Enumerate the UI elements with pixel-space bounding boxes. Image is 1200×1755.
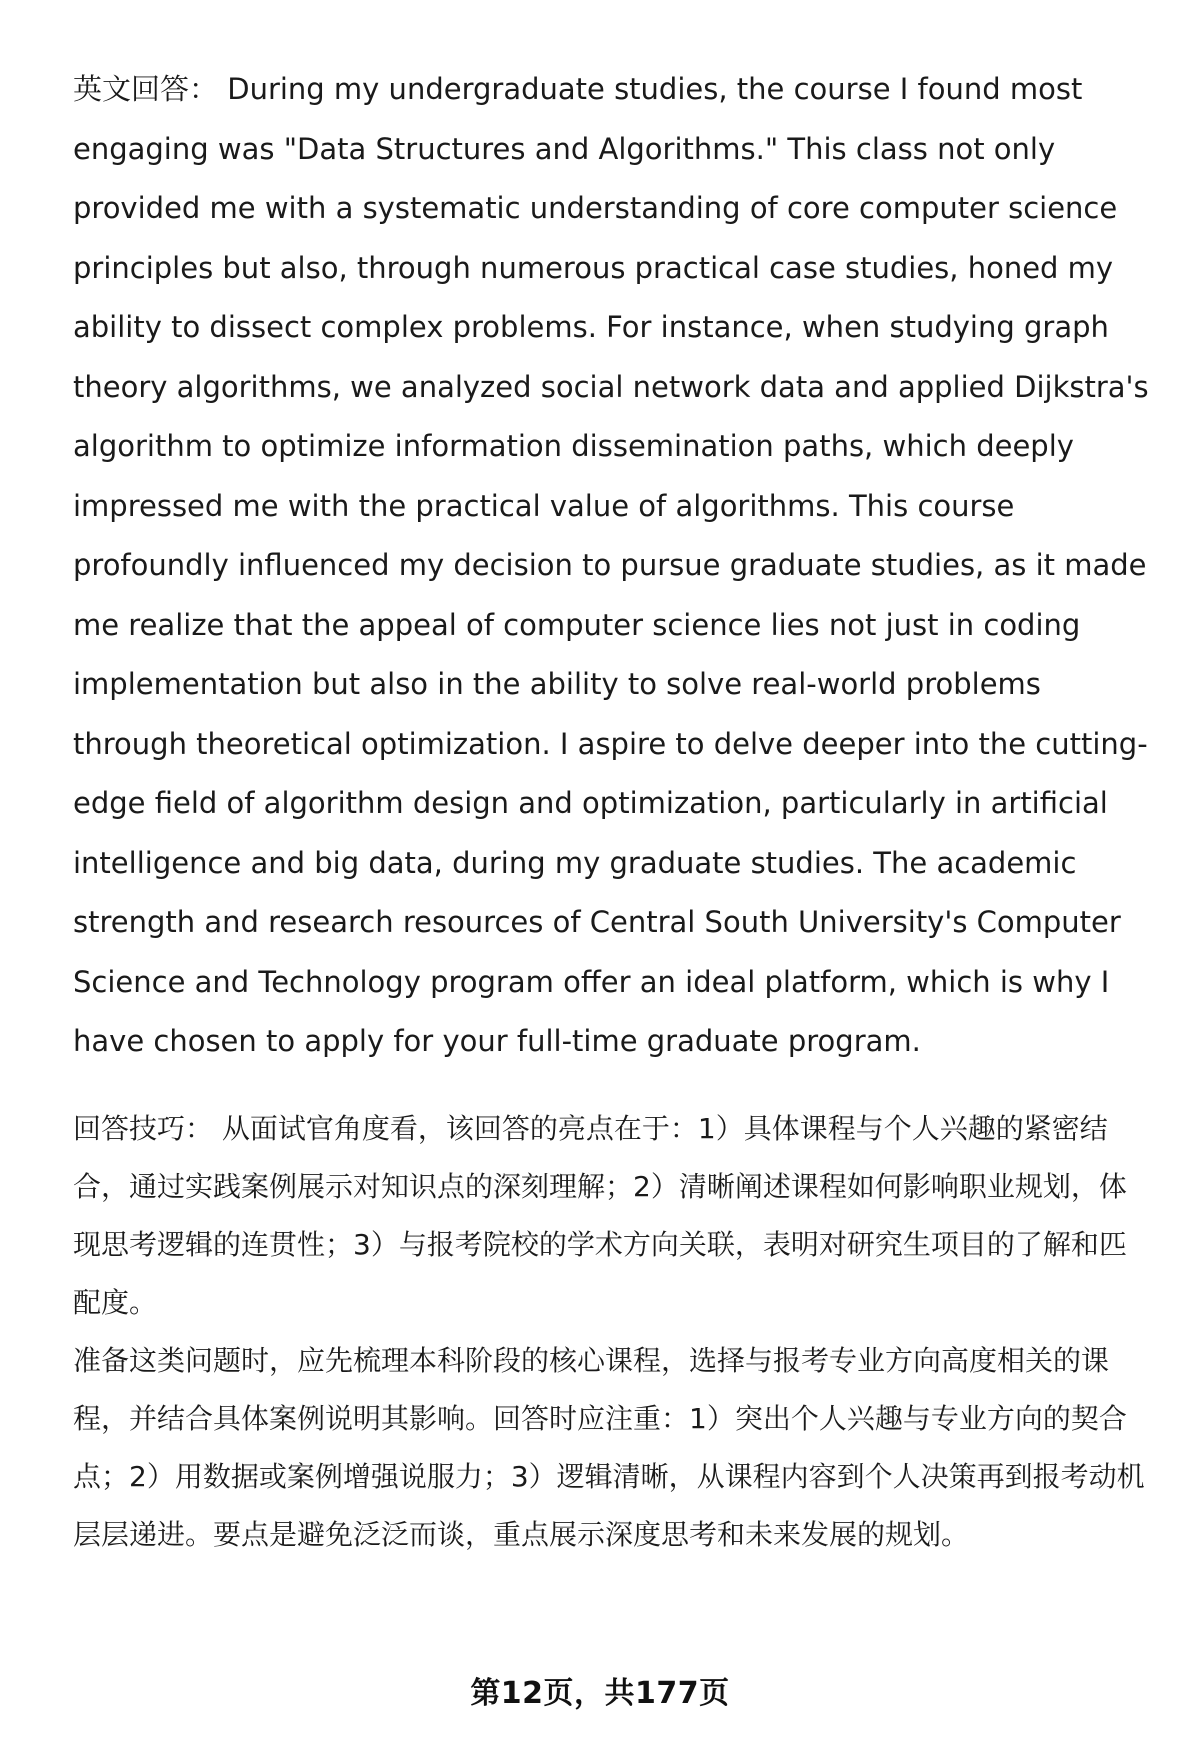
english-answer-text: During my undergraduate studies, the course I found most engaging was "Data Structures and Algorithms." This class not only provided me with a systematic understanding of core computer science principles but also, through numerous practical case studies, honed my ability to dissect complex problems. For instance, when studying graph theory algorithms, we analyzed social network data and applied Dijkstra's algorithm to optimize information dissemination paths, which deeply impressed me with the practical value of algorithms. This course profoundly influenced my decision to pursue graduate studies, as it made me realize that the appeal of computer science lies not just in coding implementation but also in the ability to solve real-world problems through theoretical optimization. I aspire to delve deeper into the cutting-edge field of algorithm design and optimization, particularly in artificial intelligence and big data, during my graduate studies. The academic strength and research resources of Central South University's Computer Science and Technology program offer an ideal platform, which is why I have chosen to apply for your full-time graduate program. xyxy=(73,72,1149,1058)
document-body xyxy=(73,60,1153,1564)
tips-label: 回答技巧： xyxy=(73,1111,214,1145)
english-answer-paragraph xyxy=(73,60,1153,1072)
english-answer-label: 英文回答： xyxy=(73,72,219,106)
tips-paragraph-1 xyxy=(73,1100,1153,1332)
tips-text-1: 从面试官角度看，该回答的亮点在于：1）具体课程与个人兴趣的紧密结合，通过实践案例展示对知识点的深刻理解；2）清晰阐述课程如何影响职业规划，体现思考逻辑的连贯性；3）与报考院校的学术方向关联，表明对研究生项目的了解和匹配度。 xyxy=(73,1111,1127,1319)
tips-paragraph-2: 准备这类问题时，应先梳理本科阶段的核心课程，选择与报考专业方向高度相关的课程，并结合具体案例说明其影响。回答时应注重：1）突出个人兴趣与专业方向的契合点；2）用数据或案例增强说服力；3）逻辑清晰，从课程内容到个人决策再到报考动机层层递进。要点是避免泛泛而谈，重点展示深度思考和未来发展的规划。 xyxy=(73,1343,1145,1551)
answer-tips-section xyxy=(73,1100,1153,1564)
page-number: 第12页，共177页 xyxy=(470,1676,730,1711)
